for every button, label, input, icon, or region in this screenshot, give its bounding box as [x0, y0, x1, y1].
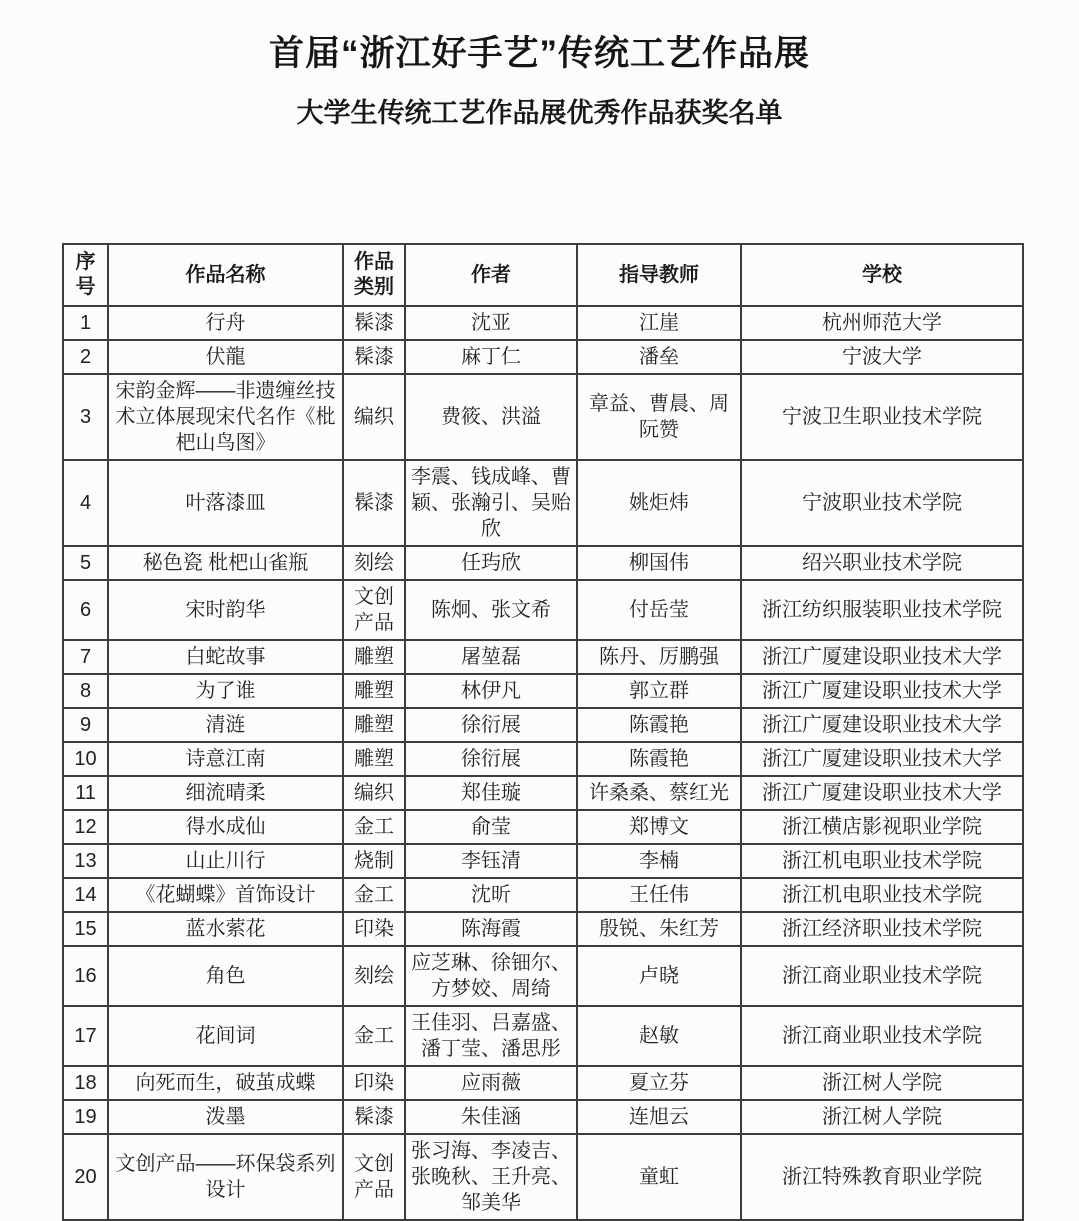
cell-index: 10: [63, 742, 108, 776]
cell-category: 金工: [343, 878, 405, 912]
cell-authors: 林伊凡: [405, 674, 577, 708]
cell-work-title: 诗意江南: [108, 742, 343, 776]
cell-authors: 俞莹: [405, 810, 577, 844]
table-row: [63, 460, 1023, 546]
cell-index: 17: [63, 1006, 108, 1066]
cell-advisors: 赵敏: [577, 1006, 741, 1066]
table-row: [63, 640, 1023, 674]
table-row: [63, 374, 1023, 460]
table-row: [63, 674, 1023, 708]
cell-category: 刻绘: [343, 946, 405, 1006]
cell-authors: 李钰清: [405, 844, 577, 878]
cell-school: 浙江特殊教育职业学院: [741, 1134, 1023, 1220]
cell-work-title: 角色: [108, 946, 343, 1006]
cell-category: 髹漆: [343, 460, 405, 546]
cell-index: 20: [63, 1134, 108, 1220]
cell-advisors: 柳国伟: [577, 546, 741, 580]
cell-index: 15: [63, 912, 108, 946]
cell-index: 2: [63, 340, 108, 374]
table-row: [63, 546, 1023, 580]
cell-index: 13: [63, 844, 108, 878]
cell-category: 雕塑: [343, 640, 405, 674]
cell-school: 宁波卫生职业技术学院: [741, 374, 1023, 460]
page-title: 首届“浙江好手艺”传统工艺作品展: [268, 34, 810, 73]
cell-category: 雕塑: [343, 674, 405, 708]
cell-advisors: 陈霞艳: [577, 708, 741, 742]
cell-category: 文创产品: [343, 580, 405, 640]
cell-advisors: 王任伟: [577, 878, 741, 912]
cell-work-title: 泼墨: [108, 1100, 343, 1134]
table-row: [63, 776, 1023, 810]
cell-index: 5: [63, 546, 108, 580]
cell-authors: 徐衍展: [405, 742, 577, 776]
cell-index: 12: [63, 810, 108, 844]
cell-work-title: 山止川行: [108, 844, 343, 878]
cell-authors: 李震、钱成峰、曹颖、张瀚引、吴贻欣: [405, 460, 577, 546]
cell-advisors: 夏立芬: [577, 1066, 741, 1100]
cell-work-title: 得水成仙: [108, 810, 343, 844]
cell-authors: 任玙欣: [405, 546, 577, 580]
header-cell-index: 序号: [63, 244, 108, 306]
cell-school: 浙江纺织服装职业技术学院: [741, 580, 1023, 640]
cell-work-title: 向死而生，破茧成蝶: [108, 1066, 343, 1100]
cell-index: 11: [63, 776, 108, 810]
cell-school: 浙江广厦建设职业技术大学: [741, 640, 1023, 674]
cell-advisors: 陈丹、厉鹏强: [577, 640, 741, 674]
cell-school: 杭州师范大学: [741, 306, 1023, 340]
table-row: [63, 878, 1023, 912]
table-row: [63, 946, 1023, 1006]
table-row: [63, 306, 1023, 340]
cell-school: 浙江树人学院: [741, 1100, 1023, 1134]
cell-work-title: 秘色瓷 枇杷山雀瓶: [108, 546, 343, 580]
cell-work-title: 叶落漆皿: [108, 460, 343, 546]
cell-authors: 应雨薇: [405, 1066, 577, 1100]
cell-advisors: 姚炬炜: [577, 460, 741, 546]
cell-authors: 张习海、李凌吉、张晚秋、王升亮、邹美华: [405, 1134, 577, 1220]
awards-table-container: [62, 243, 1022, 1221]
cell-authors: 费筱、洪溢: [405, 374, 577, 460]
cell-school: 绍兴职业技术学院: [741, 546, 1023, 580]
header-cell-title: 作品名称: [108, 244, 343, 306]
table-row: [63, 810, 1023, 844]
cell-work-title: 清涟: [108, 708, 343, 742]
cell-advisors: 郑博文: [577, 810, 741, 844]
cell-category: 刻绘: [343, 546, 405, 580]
cell-index: 14: [63, 878, 108, 912]
cell-school: 宁波职业技术学院: [741, 460, 1023, 546]
header-cell-school: 学校: [741, 244, 1023, 306]
cell-category: 印染: [343, 1066, 405, 1100]
cell-authors: 应芝琳、徐钿尔、方梦姣、周绮: [405, 946, 577, 1006]
cell-advisors: 许桑桑、蔡红光: [577, 776, 741, 810]
cell-advisors: 卢晓: [577, 946, 741, 1006]
cell-authors: 郑佳璇: [405, 776, 577, 810]
cell-index: 4: [63, 460, 108, 546]
cell-school: 宁波大学: [741, 340, 1023, 374]
cell-category: 印染: [343, 912, 405, 946]
table-row: [63, 708, 1023, 742]
header-cell-category: 作品类别: [343, 244, 405, 306]
cell-advisors: 连旭云: [577, 1100, 741, 1134]
cell-work-title: 行舟: [108, 306, 343, 340]
cell-index: 19: [63, 1100, 108, 1134]
cell-advisors: 陈霞艳: [577, 742, 741, 776]
cell-category: 雕塑: [343, 708, 405, 742]
cell-category: 烧制: [343, 844, 405, 878]
cell-authors: 沈昕: [405, 878, 577, 912]
cell-index: 18: [63, 1066, 108, 1100]
table-row: [63, 1066, 1023, 1100]
cell-school: 浙江横店影视职业学院: [741, 810, 1023, 844]
table-row: [63, 340, 1023, 374]
cell-index: 16: [63, 946, 108, 1006]
cell-work-title: 宋韵金辉——非遗缠丝技术立体展现宋代名作《枇杷山鸟图》: [108, 374, 343, 460]
cell-school: 浙江广厦建设职业技术大学: [741, 674, 1023, 708]
cell-school: 浙江机电职业技术学院: [741, 844, 1023, 878]
cell-advisors: 童虹: [577, 1134, 741, 1220]
cell-category: 髹漆: [343, 340, 405, 374]
cell-work-title: 《花蝴蝶》首饰设计: [108, 878, 343, 912]
cell-advisors: 潘垒: [577, 340, 741, 374]
cell-authors: 徐衍展: [405, 708, 577, 742]
table-row: [63, 1134, 1023, 1220]
cell-school: 浙江商业职业技术学院: [741, 946, 1023, 1006]
cell-category: 金工: [343, 1006, 405, 1066]
cell-advisors: 章益、曹晨、周阮赞: [577, 374, 741, 460]
awards-table: [62, 243, 1024, 1221]
cell-index: 9: [63, 708, 108, 742]
header-cell-advisors: 指导教师: [577, 244, 741, 306]
table-row: [63, 1100, 1023, 1134]
cell-authors: 陈炯、张文希: [405, 580, 577, 640]
cell-index: 1: [63, 306, 108, 340]
cell-school: 浙江广厦建设职业技术大学: [741, 742, 1023, 776]
cell-school: 浙江商业职业技术学院: [741, 1006, 1023, 1066]
cell-index: 3: [63, 374, 108, 460]
cell-category: 雕塑: [343, 742, 405, 776]
table-row: [63, 912, 1023, 946]
cell-category: 髹漆: [343, 1100, 405, 1134]
cell-advisors: 李楠: [577, 844, 741, 878]
cell-work-title: 宋时韵华: [108, 580, 343, 640]
cell-authors: 麻丁仁: [405, 340, 577, 374]
cell-school: 浙江广厦建设职业技术大学: [741, 708, 1023, 742]
cell-authors: 王佳羽、吕嘉盛、潘丁莹、潘思彤: [405, 1006, 577, 1066]
table-body: [63, 306, 1023, 1220]
cell-authors: 屠堃磊: [405, 640, 577, 674]
cell-advisors: 郭立群: [577, 674, 741, 708]
cell-index: 6: [63, 580, 108, 640]
cell-authors: 陈海霞: [405, 912, 577, 946]
cell-work-title: 伏龍: [108, 340, 343, 374]
cell-category: 文创产品: [343, 1134, 405, 1220]
cell-category: 金工: [343, 810, 405, 844]
table-header-row: [63, 244, 1023, 306]
cell-work-title: 花间词: [108, 1006, 343, 1066]
cell-school: 浙江树人学院: [741, 1066, 1023, 1100]
table-row: [63, 580, 1023, 640]
cell-school: 浙江经济职业技术学院: [741, 912, 1023, 946]
cell-authors: 沈亚: [405, 306, 577, 340]
cell-index: 8: [63, 674, 108, 708]
cell-work-title: 白蛇故事: [108, 640, 343, 674]
header-cell-authors: 作者: [405, 244, 577, 306]
page-subtitle: 大学生传统工艺作品展优秀作品获奖名单: [296, 98, 783, 128]
cell-advisors: 付岳莹: [577, 580, 741, 640]
cell-advisors: 殷锐、朱红芳: [577, 912, 741, 946]
cell-advisors: 江崖: [577, 306, 741, 340]
cell-work-title: 蓝水萦花: [108, 912, 343, 946]
cell-school: 浙江广厦建设职业技术大学: [741, 776, 1023, 810]
cell-index: 7: [63, 640, 108, 674]
cell-work-title: 为了谁: [108, 674, 343, 708]
cell-work-title: 文创产品——环保袋系列设计: [108, 1134, 343, 1220]
cell-authors: 朱佳涵: [405, 1100, 577, 1134]
cell-category: 编织: [343, 776, 405, 810]
cell-category: 编织: [343, 374, 405, 460]
cell-school: 浙江机电职业技术学院: [741, 878, 1023, 912]
cell-work-title: 细流晴柔: [108, 776, 343, 810]
cell-category: 髹漆: [343, 306, 405, 340]
table-row: [63, 1006, 1023, 1066]
table-row: [63, 844, 1023, 878]
table-row: [63, 742, 1023, 776]
